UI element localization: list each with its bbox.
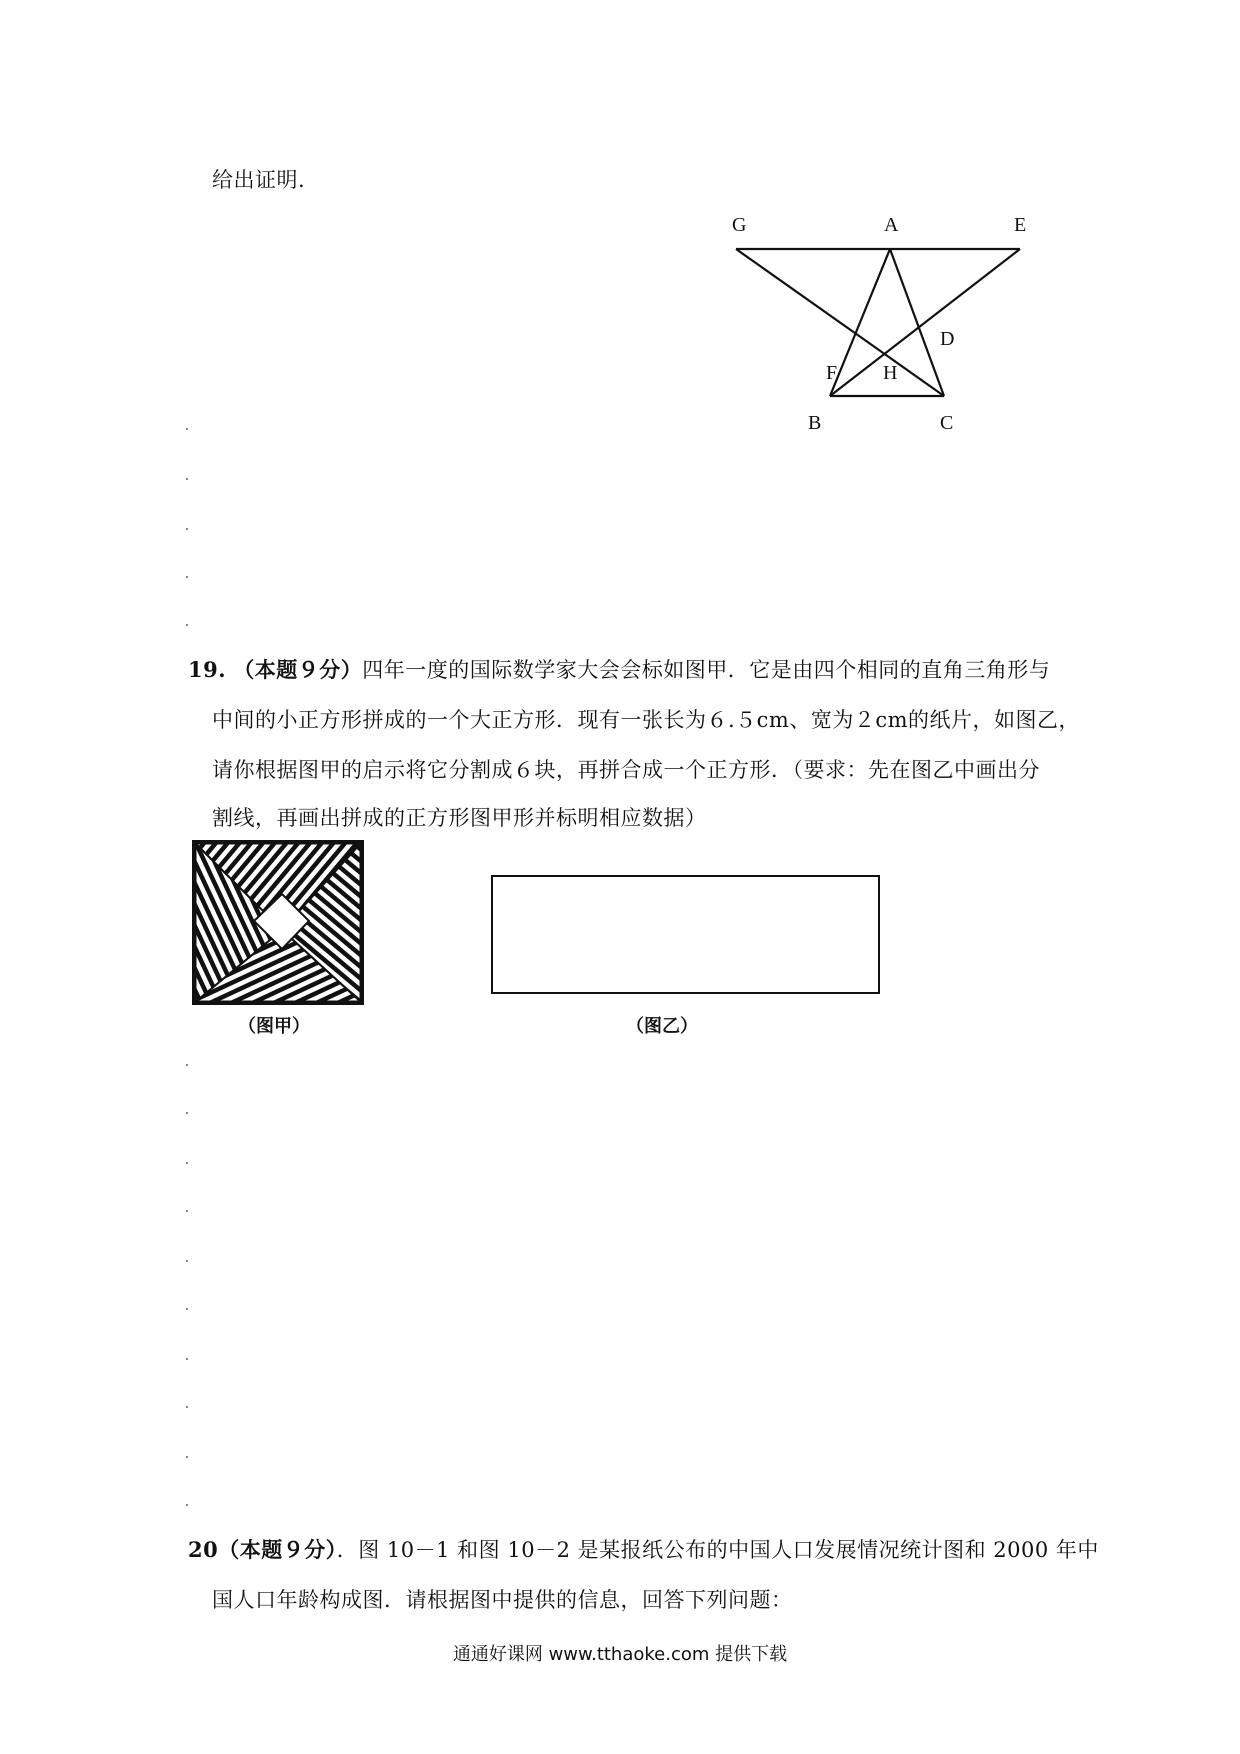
question-20-line-1 — [188, 1534, 1099, 1564]
question-score: （本题９分） — [233, 657, 363, 682]
figure-yi-caption: （图乙） — [626, 1016, 698, 1037]
question-text: ．图 10－1 和图 10－2 是某报纸公布的中国人口发展情况统计图和 2000 年中 — [336, 1538, 1099, 1562]
margin-dot — [186, 1504, 188, 1506]
point-label-b: B — [808, 412, 822, 434]
margin-dot — [186, 1112, 188, 1114]
margin-dot — [186, 576, 188, 578]
point-label-f: F — [826, 362, 838, 384]
question-score: （本题９分） — [218, 1537, 337, 1562]
margin-dot — [186, 478, 188, 480]
point-label-g: G — [732, 214, 747, 236]
margin-dot — [186, 1064, 188, 1066]
figure-yi-rectangle — [491, 875, 880, 994]
margin-dot — [186, 1308, 188, 1310]
question-19-line-2: 中间的小正方形拼成的一个大正方形．现有一张长为６.５cm、宽为２cm的纸片，如图乙， — [212, 708, 1081, 732]
question-19-line-4: 割线，再画出拼成的正方形图甲形并标明相应数据） — [212, 806, 707, 830]
figure-jia-caption: （图甲） — [238, 1016, 310, 1037]
margin-dot — [186, 1260, 188, 1262]
point-label-e: E — [1014, 214, 1027, 236]
page-footer: 通通好课网 www.tthaoke.com 提供下载 — [452, 1644, 788, 1665]
line-AC — [890, 249, 944, 396]
figure-jia-logo — [192, 840, 364, 1005]
question-19-line-1 — [188, 654, 1050, 684]
question-number: 19. — [188, 657, 227, 682]
line-EB — [830, 249, 1020, 396]
margin-dot — [186, 1358, 188, 1360]
prev-question-tail: 给出证明. — [212, 168, 306, 192]
margin-dot — [186, 428, 188, 430]
margin-dot — [186, 528, 188, 530]
margin-dot — [186, 1406, 188, 1408]
margin-dot — [186, 1456, 188, 1458]
point-label-h: H — [883, 362, 898, 384]
question-19-line-3: 请你根据图甲的启示将它分割成６块，再拼合成一个正方形．（要求：先在图乙中画出分 — [212, 758, 1040, 782]
margin-dot — [186, 1210, 188, 1212]
margin-dot — [186, 1162, 188, 1164]
margin-dot — [186, 624, 188, 626]
question-20-line-2: 国人口年龄构成图．请根据图中提供的信息，回答下列问题： — [212, 1588, 793, 1612]
point-label-d: D — [940, 328, 955, 350]
point-label-c: C — [940, 412, 954, 434]
triangle-figure-lines — [0, 0, 1240, 480]
point-label-a: A — [884, 214, 899, 236]
question-number: 20 — [188, 1537, 219, 1562]
question-text: 四年一度的国际数学家大会会标如图甲．它是由四个相同的直角三角形与 — [362, 658, 1051, 682]
